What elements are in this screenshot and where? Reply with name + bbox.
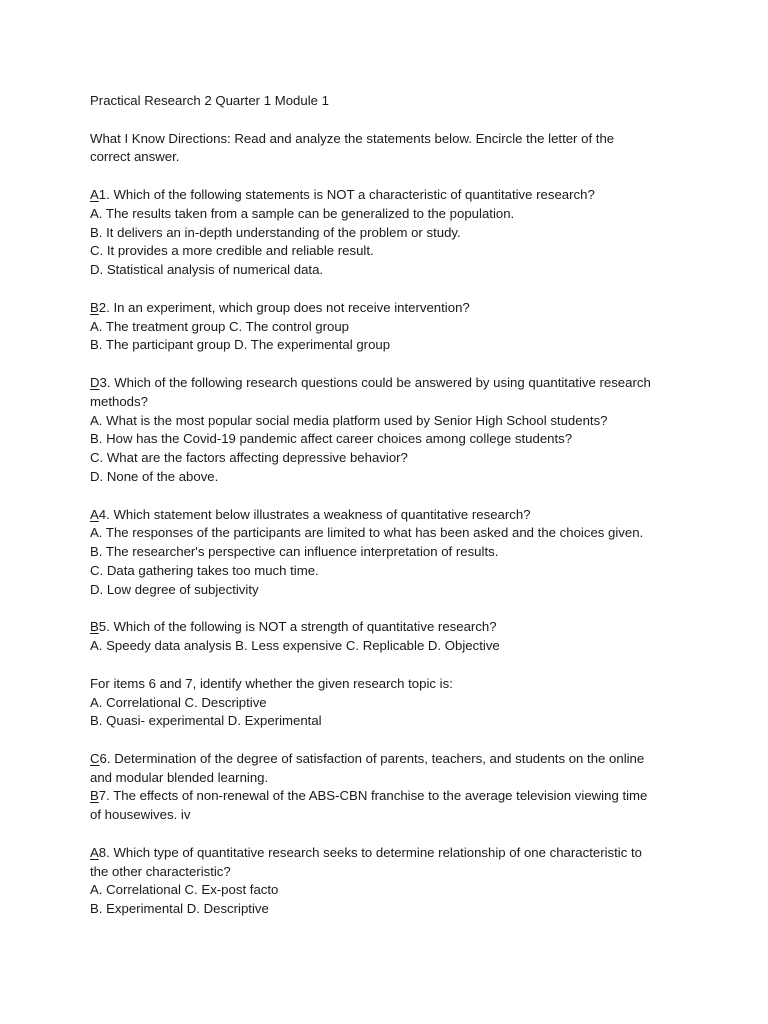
option: D. None of the above.: [90, 468, 219, 484]
question-2: [90, 299, 690, 355]
question-3: [90, 374, 690, 487]
option: B. Quasi- experimental D. Experimental: [90, 713, 322, 729]
option: A. What is the most popular social media platform used by Senior High School students?: [90, 412, 608, 428]
question-text: 6. Determination of the degree of satisfaction of parents, teachers, and students on the online: [99, 750, 645, 766]
question-stem: [90, 750, 690, 769]
option: B. Experimental D. Descriptive: [90, 901, 269, 917]
directions: [90, 130, 690, 168]
instruction-text: For items 6 and 7, identify whether the given research topic is:: [90, 675, 453, 691]
question-5: [90, 618, 690, 656]
question-text: 5. Which of the following is NOT a strength of quantitative research?: [98, 619, 497, 635]
document-page: [90, 92, 690, 938]
option: C. What are the factors affecting depressive behavior?: [90, 450, 408, 466]
document-title: Practical Research 2 Quarter 1 Module 1: [90, 93, 329, 108]
answer-mark: B: [90, 619, 99, 635]
questions-6-7: [90, 750, 690, 825]
question-8: [90, 844, 690, 919]
question-text: 2. In an experiment, which group does not receive intervention?: [98, 299, 470, 315]
directions-line: What I Know Directions: Read and analyze the statements below. Encircle the letter of the: [90, 130, 615, 146]
question-text-continued: and modular blended learning.: [90, 769, 269, 785]
question-stem: [90, 299, 690, 318]
question-text: 8. Which type of quantitative research seeks to determine relationship of one characteristic to: [98, 844, 642, 860]
items-6-7-instruction: [90, 675, 690, 731]
option: C. Data gathering takes too much time.: [90, 562, 319, 578]
option: A. The responses of the participants are limited to what has been asked and the choices given.: [90, 525, 644, 541]
option: A. Correlational C. Ex-post facto: [90, 882, 279, 898]
question-stem: [90, 374, 690, 393]
option: A. Speedy data analysis B. Less expensive C. Replicable D. Objective: [90, 638, 500, 654]
question-stem: [90, 186, 690, 205]
answer-mark: D: [90, 374, 100, 390]
option: B. The participant group D. The experimental group: [90, 337, 391, 353]
option: D. Low degree of subjectivity: [90, 581, 259, 597]
question-stem: [90, 506, 690, 525]
question-4: [90, 506, 690, 600]
option: B. How has the Covid-19 pandemic affect career choices among college students?: [90, 431, 573, 447]
question-text-continued: of housewives. iv: [90, 807, 191, 823]
answer-mark: B: [90, 299, 99, 315]
document-title-block: [90, 92, 690, 111]
question-stem: [90, 787, 690, 806]
question-1: [90, 186, 690, 280]
answer-mark: A: [90, 506, 99, 522]
option: A. Correlational C. Descriptive: [90, 694, 267, 710]
option: B. The researcher's perspective can influence interpretation of results.: [90, 544, 499, 560]
directions-line: correct answer.: [90, 149, 180, 165]
answer-mark: A: [90, 844, 99, 860]
option: B. It delivers an in-depth understanding of the problem or study.: [90, 224, 461, 240]
answer-mark: C: [90, 750, 100, 766]
question-text: 1. Which of the following statements is NOT a characteristic of quantitative research?: [98, 186, 595, 202]
question-text-continued: the other characteristic?: [90, 863, 231, 879]
answer-mark: A: [90, 186, 99, 202]
question-stem: [90, 844, 690, 863]
answer-mark: B: [90, 788, 99, 804]
question-text: 3. Which of the following research questions could be answered by using quantitative research: [99, 374, 651, 390]
question-text: 4. Which statement below illustrates a weakness of quantitative research?: [98, 506, 531, 522]
question-text: 7. The effects of non-renewal of the ABS-CBN franchise to the average television viewing time: [98, 788, 648, 804]
option: D. Statistical analysis of numerical data.: [90, 262, 324, 278]
option: A. The results taken from a sample can be generalized to the population.: [90, 205, 515, 221]
question-stem: [90, 618, 690, 637]
option: A. The treatment group C. The control group: [90, 318, 350, 334]
question-text-continued: methods?: [90, 393, 148, 409]
option: C. It provides a more credible and reliable result.: [90, 243, 374, 259]
